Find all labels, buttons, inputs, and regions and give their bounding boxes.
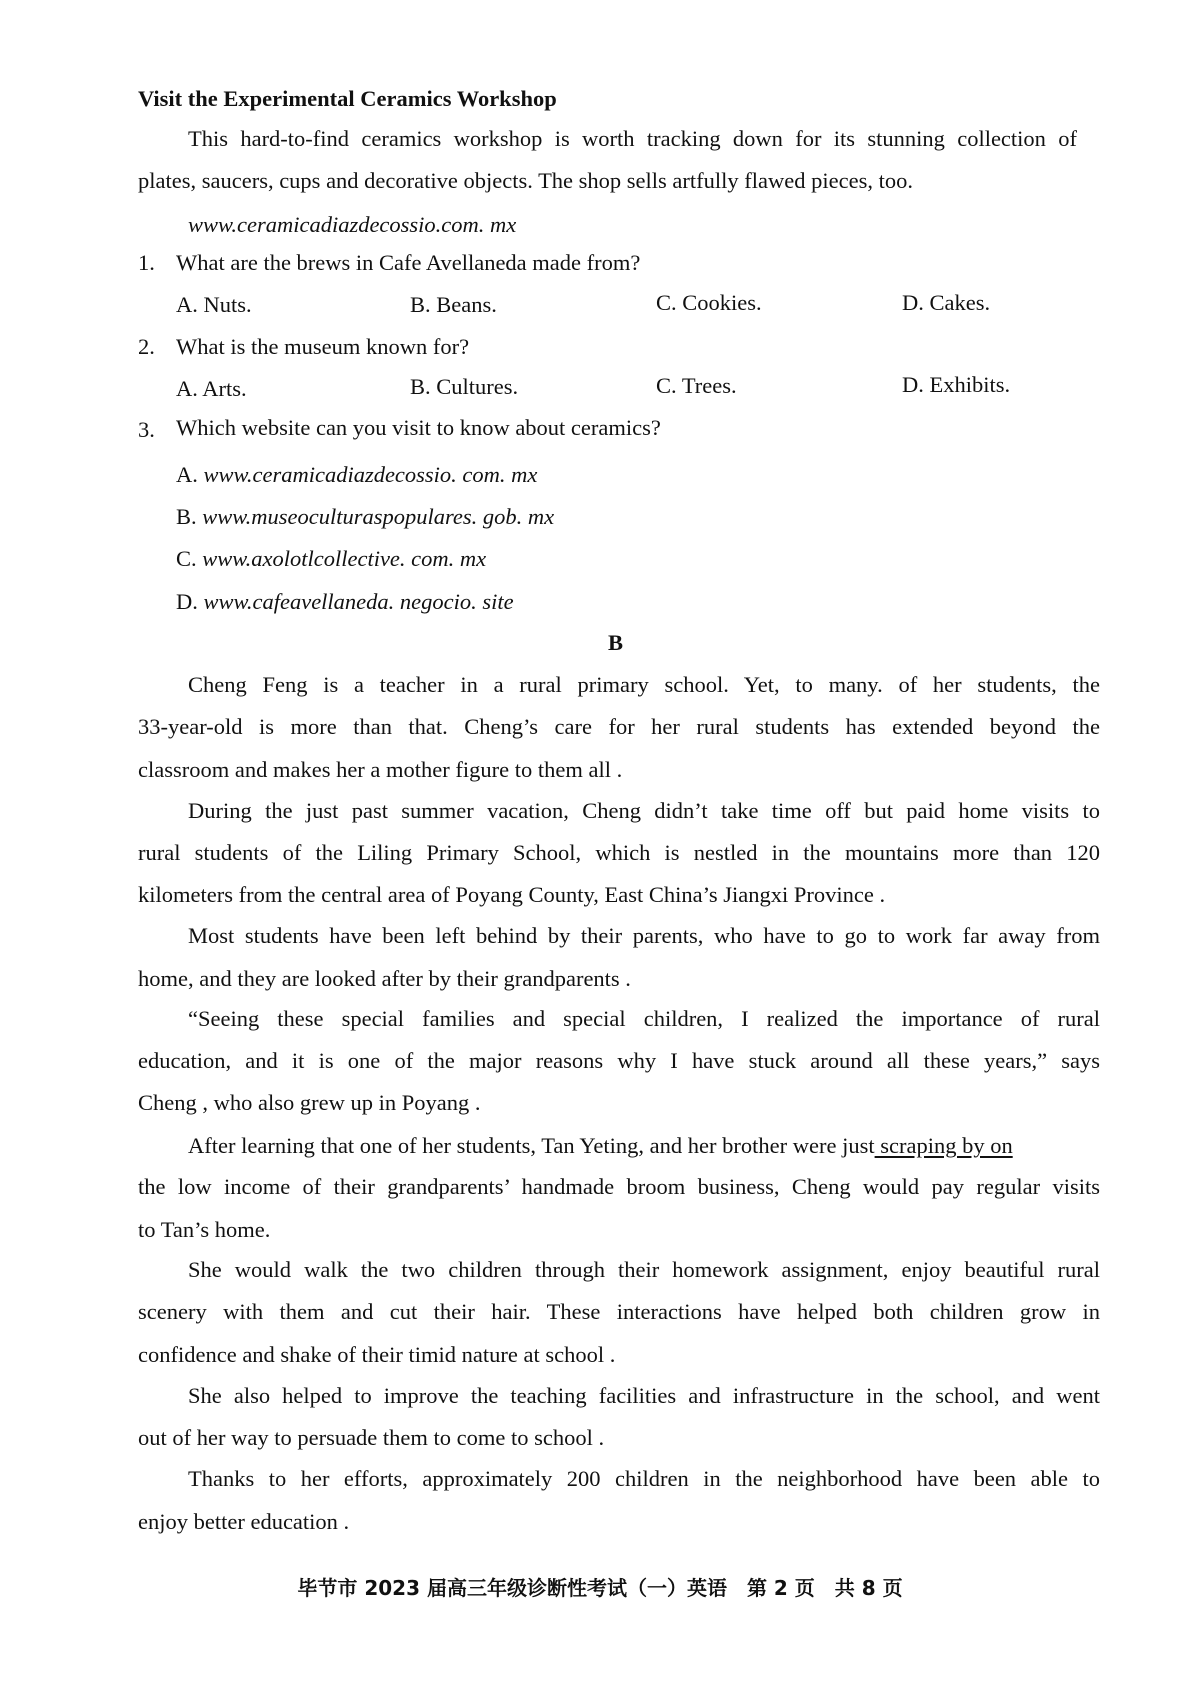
paragraph-line: kilometers from the central area of Poyang County, East China’s Jiangxi Province . <box>138 882 886 907</box>
option-c <box>176 544 486 574</box>
paragraph-line: She would walk the two children through their homework assignment, enjoy beautiful rural <box>188 1257 1100 1282</box>
paragraph-line: enjoy better education . <box>138 1509 350 1534</box>
option-a <box>176 374 247 404</box>
option-letter: B. <box>410 374 431 399</box>
option-letter: D. <box>902 290 924 315</box>
paragraph-line: plates, saucers, cups and decorative objects. The shop sells artfully flawed pieces, too. <box>138 168 913 193</box>
paragraph-line <box>188 1131 1013 1161</box>
option-c <box>656 288 762 318</box>
option-letter: A. <box>176 292 198 317</box>
section-label: B <box>608 630 624 655</box>
page-footer: 毕节市 2023 届高三年级诊断性考试（一）英语 第 2 页 共 8 页 <box>297 1576 903 1600</box>
option-a <box>176 290 252 320</box>
option-text: Nuts. <box>203 292 252 317</box>
option-letter: B. <box>176 504 197 529</box>
option-text: Cakes. <box>929 290 991 315</box>
option-letter: D. <box>902 372 924 397</box>
paragraph-line: to Tan’s home. <box>138 1217 271 1242</box>
option-text: Exhibits. <box>929 372 1011 397</box>
paragraph-line: Thanks to her efforts, approximately 200 children in the neighborhood have been able to <box>188 1466 1100 1491</box>
option-text: www.axolotlcollective. com. mx <box>202 546 487 571</box>
paragraph-line: During the just past summer vacation, Cheng didn’t take time off but paid home visits to <box>188 798 1100 823</box>
option-b <box>176 502 554 532</box>
section-heading: Visit the Experimental Ceramics Workshop <box>138 86 557 111</box>
question-text: What is the museum known for? <box>176 334 470 359</box>
paragraph-line: scenery with them and cut their hair. These interactions have helped both children grow in <box>138 1299 1100 1324</box>
paragraph-line: “Seeing these special families and special children, I realized the importance of rural <box>188 1006 1100 1031</box>
paragraph-line: 33-year-old is more than that. Cheng’s care for her rural students has extended beyond the <box>138 714 1100 739</box>
website-url: www.ceramicadiazdecossio.com. mx <box>188 212 517 237</box>
option-letter: D. <box>176 589 198 614</box>
option-a <box>176 460 537 490</box>
option-letter: C. <box>656 373 677 398</box>
paragraph-line: Cheng , who also grew up in Poyang . <box>138 1090 481 1115</box>
option-d <box>902 370 1010 400</box>
paragraph-line: She also helped to improve the teaching facilities and infrastructure in the school, and went <box>188 1383 1100 1408</box>
option-letter: B. <box>410 292 431 317</box>
question-text: What are the brews in Cafe Avellaneda made from? <box>176 250 641 275</box>
option-d <box>176 587 514 617</box>
option-c <box>656 371 737 401</box>
question-text: Which website can you visit to know about ceramics? <box>176 415 661 440</box>
paragraph-line: out of her way to persuade them to come to school . <box>138 1425 605 1450</box>
option-text: Beans. <box>436 292 497 317</box>
paragraph-line: This hard-to-find ceramics workshop is worth tracking down for its stunning collection of <box>188 126 1077 151</box>
option-d <box>902 288 990 318</box>
paragraph-line: the low income of their grandparents’ handmade broom business, Cheng would pay regular visits <box>138 1174 1100 1199</box>
paragraph-line: education, and it is one of the major reasons why I have stuck around all these years,” says <box>138 1048 1100 1073</box>
paragraph-line: confidence and shake of their timid nature at school . <box>138 1342 616 1367</box>
option-text: www.cafeavellaneda. negocio. site <box>203 589 514 614</box>
option-b <box>410 372 518 402</box>
option-text: www.ceramicadiazdecossio. com. mx <box>203 462 538 487</box>
option-letter: C. <box>656 290 677 315</box>
option-text: www.museoculturaspopulares. gob. mx <box>202 504 555 529</box>
question-number: 1. <box>138 250 155 275</box>
line-text: After learning that one of her students, Tan Yeting, and her brother were just <box>188 1133 875 1158</box>
question-number: 2. <box>138 334 155 359</box>
paragraph-line: Most students have been left behind by their parents, who have to go to work far away from <box>188 923 1100 948</box>
option-text: Cookies. <box>682 290 762 315</box>
option-letter: A. <box>176 462 198 487</box>
paragraph-line: classroom and makes her a mother figure to them all . <box>138 757 623 782</box>
paragraph-line: Cheng Feng is a teacher in a rural primary school. Yet, to many. of her students, the <box>188 672 1100 697</box>
option-text: Cultures. <box>436 374 519 399</box>
paragraph-line: home, and they are looked after by their grandparents . <box>138 966 631 991</box>
option-b <box>410 290 497 320</box>
paragraph-line: rural students of the Liling Primary School, which is nestled in the mountains more than 120 <box>138 840 1100 865</box>
option-letter: A. <box>176 376 198 401</box>
option-text: Arts. <box>202 376 247 401</box>
option-text: Trees. <box>681 373 737 398</box>
underlined-phrase: scraping by on <box>874 1133 1013 1158</box>
question-number: 3. <box>138 417 155 442</box>
option-letter: C. <box>176 546 197 571</box>
